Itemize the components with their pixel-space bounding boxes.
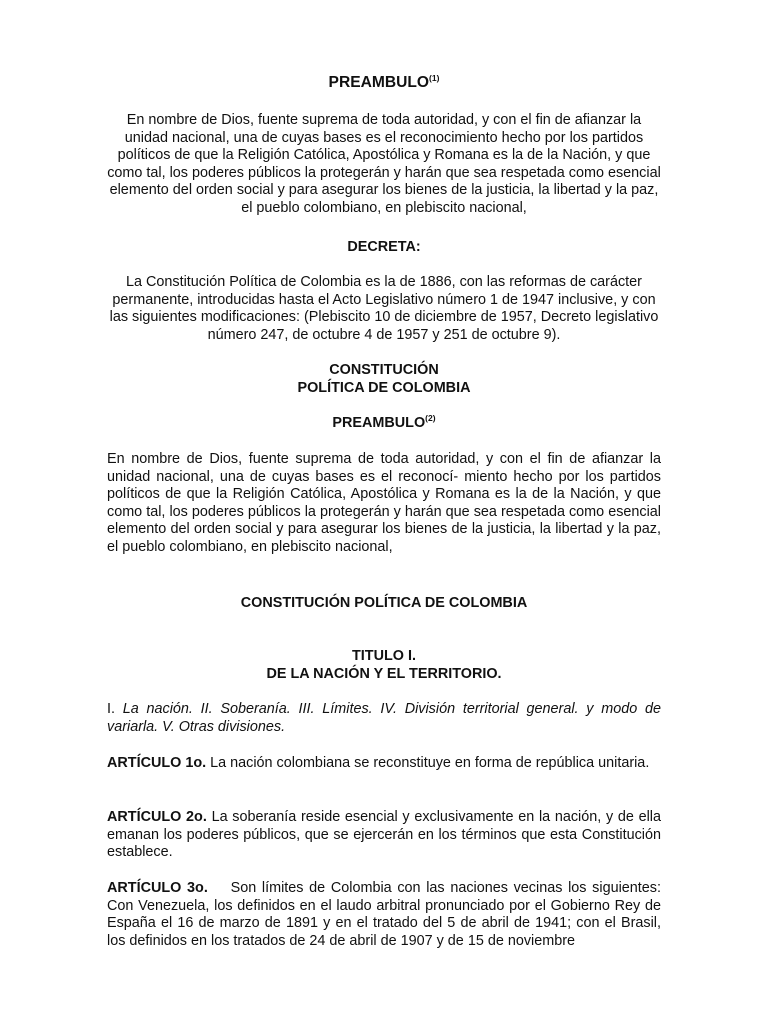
title-summary-prefix: I. [107, 701, 123, 717]
titulo-line-2: DE LA NACIÓN Y EL TERRITORIO. [266, 666, 502, 682]
preamble-1-heading [107, 74, 661, 92]
decreta-text: La Constitución Política de Colombia es la de 1886, con las reformas de carácter permanente, introducidas hasta el Acto Legislativo número 1 de 1947 inclusive, y con las siguientes modificaciones: (Plebiscito 10 de diciembre de 1957, Decreto legislativo número 247, de octubre 4 de 1957 y 251 de octubre 9). [109, 274, 659, 343]
preamble-2-text: En nombre de Dios, fuente suprema de toda autoridad, y con el fin de afianzar la unidad nacional, una de cuyas bases es el reconocí- miento hecho por los partidos políticos de que la Religión Católica, Apostólica y Romana es la de la Nación, y que como tal, los poderes públicos la protegerán y harán que sea respetada como esencial elemento del orden social y para asegurar los bienes de la justicia, la libertad y la paz, el pueblo colombiano, en plebiscito nacional, [107, 451, 661, 555]
article-2 [107, 809, 661, 862]
preamble-1-footnote-ref: (1) [429, 73, 440, 83]
article-1 [107, 755, 661, 773]
article-1-label: ARTÍCULO 1o. [107, 755, 207, 771]
article-2-label: ARTÍCULO 2o. [107, 809, 207, 825]
article-3-label: ARTÍCULO 3o. [107, 880, 208, 896]
titulo-line-1: TITULO I. [352, 648, 416, 664]
preamble-1-text: En nombre de Dios, fuente suprema de toda autoridad, y con el fin de afianzar la unidad nacional, una de cuyas bases es el reconocimiento hecho por los partidos políticos de que la Religión Católica, Apostólica y Romana es la de la Nación, y que como tal, los poderes públicos la protegerán y harán que sea respetada como esencial elemento del orden social y para asegurar los bienes de la justicia, la libertad y la paz, el pueblo colombiano, en plebiscito nacional, [107, 112, 661, 216]
title-summary-text: La nación. II. Soberanía. III. Límites. IV. División territorial general. y modo de variarla. V. Otras divisiones. [107, 701, 661, 735]
preamble-2-title: PREAMBULO [332, 415, 426, 431]
article-3-text: Son límites de Colombia con las naciones vecinas los siguientes: Con Venezuela, los definidos en el laudo arbitral pronunciado por el Gobierno Rey de España el 16 de marzo de 1891 y en el tratado del 5 de abril de 1941; con el Brasil, los definidos en los tratados de 24 de abril de 1907 y de 15 de noviembre [107, 880, 665, 949]
article-2-text: La soberanía reside esencial y exclusivamente en la nación, y de ella emanan los poderes públicos, que se ejercerán en los términos que esta Constitución establece. [107, 809, 662, 861]
article-1-text: La nación colombiana se reconstituye en forma de república unitaria. [206, 755, 650, 771]
constitution-heading-line-2: POLÍTICA DE COLOMBIA [297, 380, 471, 396]
constitution-heading-line-1: CONSTITUCIÓN [329, 362, 439, 378]
title-summary [107, 701, 661, 736]
preamble-1-title: PREAMBULO [328, 74, 430, 91]
decreta-heading: DECRETA: [347, 239, 421, 255]
preamble-2-heading [107, 415, 661, 433]
preamble-2-footnote-ref: (2) [425, 413, 436, 423]
constitution-title: CONSTITUCIÓN POLÍTICA DE COLOMBIA [240, 595, 528, 611]
article-3 [107, 880, 665, 950]
